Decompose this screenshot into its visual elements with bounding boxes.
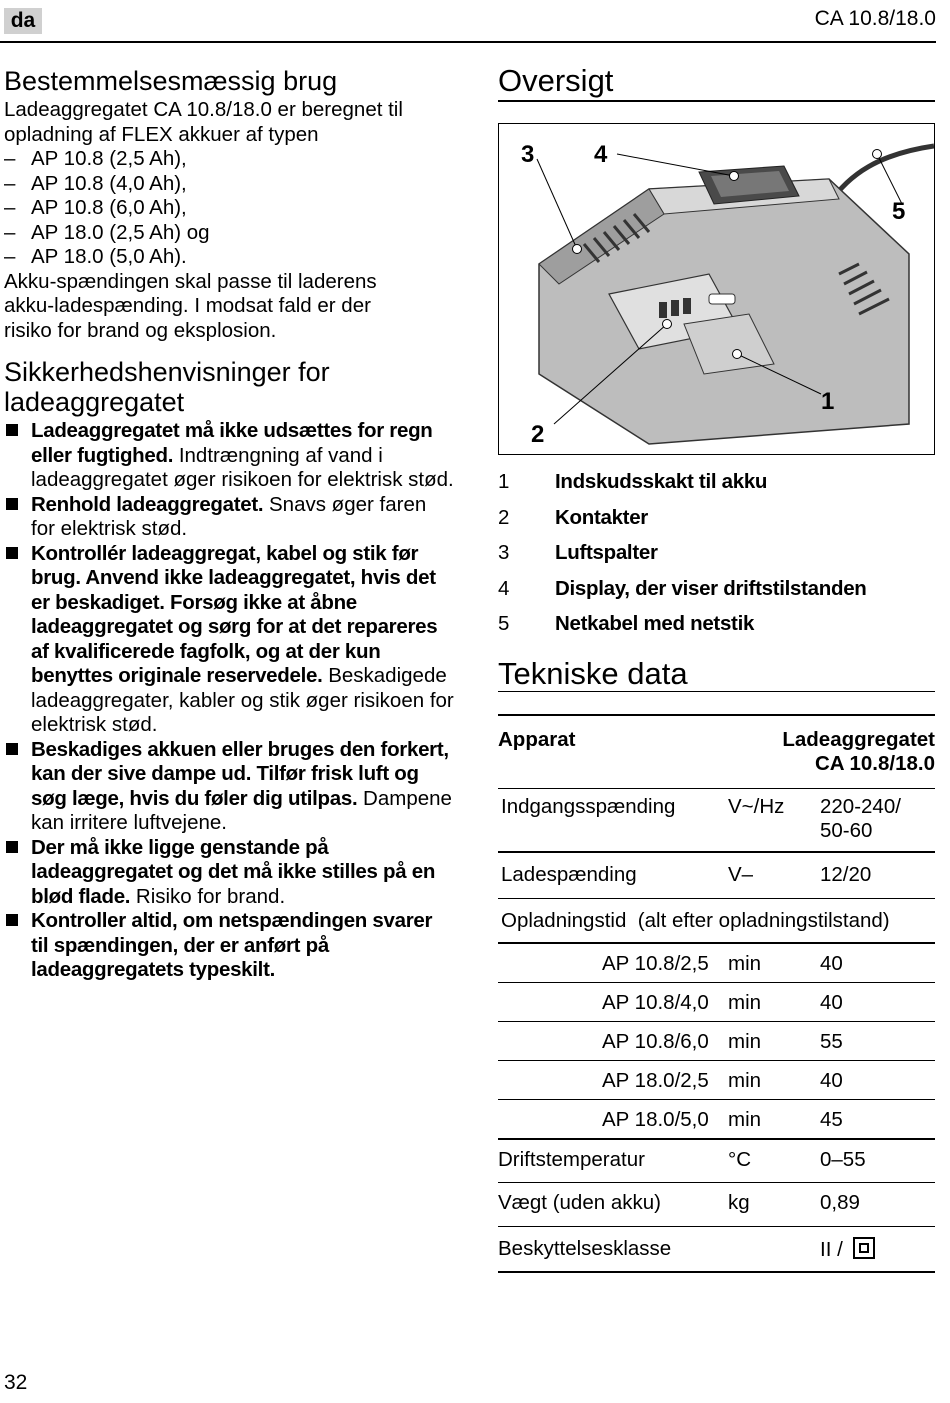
- legend-number: 2: [498, 505, 510, 529]
- charge-voltage-unit: V–: [728, 852, 820, 899]
- table-row: [498, 1100, 935, 1140]
- square-bullet-icon: [6, 547, 18, 559]
- legend-item: [498, 506, 935, 542]
- legend-number: 4: [498, 576, 510, 600]
- tech-data-table: [498, 714, 935, 1273]
- table-row: [498, 789, 935, 853]
- callout-4: 4: [594, 141, 608, 168]
- input-voltage-unit: V~/Hz: [728, 789, 820, 853]
- double-insulation-icon: [853, 1237, 875, 1259]
- safety-title: [4, 357, 454, 417]
- table-row: [498, 1061, 935, 1100]
- callout-3: 3: [521, 141, 535, 168]
- overview-legend: [498, 470, 935, 648]
- time-unit: min: [728, 1022, 820, 1061]
- safety-item-text: Dampene kan irritere luftvejene.: [31, 786, 452, 834]
- language-badge: da: [4, 8, 42, 34]
- callout-1: 1: [821, 388, 835, 415]
- outro-line: risiko for brand og eksplosion.: [4, 318, 277, 342]
- operating-temp-unit: °C: [728, 1139, 820, 1183]
- outro-line: Akku-spændingen skal passe til laderens: [4, 269, 377, 293]
- list-item-text: AP 10.8 (2,5 Ah),: [31, 147, 187, 170]
- safety-title-line: Sikkerhedshenvisninger for: [4, 357, 330, 387]
- square-bullet-icon: [6, 743, 18, 755]
- legend-item: [498, 470, 935, 506]
- time-unit: min: [728, 943, 820, 983]
- safety-item: [4, 419, 454, 493]
- table-row: [498, 1139, 935, 1183]
- overview-rule: [498, 100, 935, 102]
- legend-item: [498, 612, 935, 648]
- legend-label: Netkabel med netstik: [555, 612, 755, 635]
- charge-time-label: Opladningstid: [501, 909, 627, 932]
- page-number: 32: [4, 1371, 28, 1394]
- input-voltage-label: Indgangsspænding: [498, 789, 728, 853]
- list-item: [4, 196, 454, 221]
- safety-item-bold: Kontrollér ladeaggregat, kabel og stik før brug. Anvend ikke ladeaggregatet, hvis det er beskadiget. Forsøg ikke at åbne ladeaggregatet og sørg for at det repareres af kvalificerede fagfolk, og at der kun benyttes originale reservedele.: [31, 541, 438, 687]
- safety-item-bold: Ladeaggregatet må ikke udsættes for regn eller fugtighed.: [31, 419, 433, 467]
- list-item-text: AP 10.8 (6,0 Ah),: [31, 196, 187, 219]
- charger-drawing: [499, 124, 934, 454]
- safety-item: [4, 738, 454, 836]
- table-row: [498, 715, 935, 789]
- legend-label: Display, der viser driftstilstanden: [555, 576, 867, 600]
- battery-type: AP 10.8/6,0: [498, 1022, 728, 1061]
- callout-5: 5: [892, 198, 906, 225]
- safety-item-text: Snavs øger faren for elektrisk stød.: [31, 492, 427, 540]
- legend-number: 3: [498, 541, 510, 564]
- weight-unit: kg: [728, 1183, 820, 1227]
- intended-use-title: Bestemmelsesmæssig brug: [4, 66, 338, 96]
- table-row: [498, 943, 935, 983]
- protection-class-value: [820, 1227, 935, 1273]
- square-bullet-icon: [6, 424, 18, 436]
- intended-use-body: [4, 98, 454, 343]
- time-value: 40: [820, 943, 935, 983]
- protection-class-label: Beskyttelsesklasse: [498, 1227, 728, 1273]
- safety-list: [4, 419, 454, 983]
- callout-2: 2: [531, 421, 545, 448]
- legend-label: Indskudsskakt til akku: [555, 470, 768, 493]
- time-value: 55: [820, 1022, 935, 1061]
- protection-class-text: II /: [820, 1238, 843, 1261]
- time-unit: min: [728, 1100, 820, 1140]
- battery-type-list: [4, 147, 454, 270]
- safety-item-bold: Renhold ladeaggregatet.: [31, 492, 264, 516]
- time-unit: min: [728, 1061, 820, 1100]
- outro-line: akku-ladespænding. I modsat fald er der: [4, 294, 371, 317]
- left-column: [4, 66, 454, 983]
- list-item: [4, 245, 454, 270]
- list-item-text: AP 18.0 (2,5 Ah) og: [31, 220, 210, 244]
- safety-title-line: ladeaggregatet: [4, 387, 185, 417]
- tech-data-title: Tekniske data: [498, 656, 688, 691]
- operating-temp-label: Driftstemperatur: [498, 1139, 728, 1183]
- list-item-text: AP 18.0 (5,0 Ah).: [31, 245, 187, 268]
- list-item-text: AP 10.8 (4,0 Ah),: [31, 171, 187, 195]
- table-head-right: [728, 715, 935, 789]
- time-value: 45: [820, 1100, 935, 1140]
- dash-bullet: –: [4, 220, 16, 244]
- table-head-line: Ladeaggregatet: [782, 728, 935, 751]
- battery-type: AP 18.0/5,0: [498, 1100, 728, 1140]
- weight-label: Vægt (uden akku): [498, 1183, 728, 1227]
- model-header: CA 10.8/18.0: [814, 7, 936, 30]
- square-bullet-icon: [6, 914, 18, 926]
- legend-item: [498, 577, 935, 613]
- legend-number: 1: [498, 470, 510, 493]
- intro-line: opladning af FLEX akkuer af typen: [4, 122, 319, 146]
- input-voltage-value-line: 220-240/: [820, 795, 901, 818]
- table-row: [498, 852, 935, 899]
- charge-voltage-label: Ladespænding: [498, 852, 728, 899]
- square-bullet-icon: [6, 498, 18, 510]
- battery-type: AP 10.8/2,5: [498, 943, 728, 983]
- dash-bullet: –: [4, 196, 16, 219]
- legend-label: Luftspalter: [555, 541, 658, 564]
- battery-type: AP 10.8/4,0: [498, 983, 728, 1022]
- table-row: [498, 1227, 935, 1273]
- safety-item: [4, 909, 454, 983]
- safety-item: [4, 542, 454, 738]
- table-row: [498, 899, 935, 944]
- table-row: [498, 1022, 935, 1061]
- charge-voltage-value: 12/20: [820, 852, 935, 899]
- legend-label: Kontakter: [555, 505, 648, 529]
- time-value: 40: [820, 1061, 935, 1100]
- list-item: [4, 221, 454, 246]
- safety-item: [4, 493, 454, 542]
- safety-item-text: Risiko for brand.: [130, 884, 286, 908]
- legend-number: 5: [498, 612, 510, 635]
- intro-line: Ladeaggregatet CA 10.8/18.0 er beregnet til: [4, 98, 403, 121]
- table-row: [498, 983, 935, 1022]
- square-bullet-icon: [6, 841, 18, 853]
- tech-data-title-rule: [498, 691, 935, 692]
- dash-bullet: –: [4, 245, 16, 268]
- safety-item-bold: Der må ikke ligge genstande på ladeaggregatet og det må ikke stilles på en blød flade.: [31, 835, 436, 908]
- weight-value: 0,89: [820, 1183, 935, 1227]
- legend-item: [498, 541, 935, 577]
- input-voltage-value: [820, 789, 935, 853]
- charge-time-note: (alt efter opladningstilstand): [637, 909, 890, 932]
- charge-time-header: [498, 899, 935, 944]
- input-voltage-value-line: 50-60: [820, 819, 873, 842]
- battery-type: AP 18.0/2,5: [498, 1061, 728, 1100]
- list-item: [4, 147, 454, 172]
- safety-item-text: Beskadigede ladeaggregater, kabler og stik øger risikoen for elektrisk stød.: [31, 664, 454, 736]
- table-head-left: Apparat: [498, 715, 728, 789]
- operating-temp-value: 0–55: [820, 1139, 935, 1183]
- list-item: [4, 172, 454, 197]
- table-row: [498, 1183, 935, 1227]
- time-value: 40: [820, 983, 935, 1022]
- charger-illustration: [498, 123, 935, 455]
- safety-item-text: Indtrængning af vand i ladeaggregatet øger risikoen for elektrisk stød.: [31, 443, 454, 491]
- safety-item-bold: Beskadiges akkuen eller bruges den forkert, kan der sive dampe ud. Tilfør frisk luft og søg læge, hvis du føler dig utilpas.: [31, 737, 449, 810]
- overview-title: Oversigt: [498, 63, 614, 98]
- header-rule: [0, 41, 936, 43]
- safety-item-bold: Kontroller altid, om netspændingen svarer til spændingen, der er anført på ladeaggregatets typeskilt.: [31, 909, 433, 981]
- safety-item: [4, 836, 454, 910]
- dash-bullet: –: [4, 171, 16, 195]
- time-unit: min: [728, 983, 820, 1022]
- dash-bullet: –: [4, 147, 16, 170]
- table-head-line: CA 10.8/18.0: [814, 752, 935, 775]
